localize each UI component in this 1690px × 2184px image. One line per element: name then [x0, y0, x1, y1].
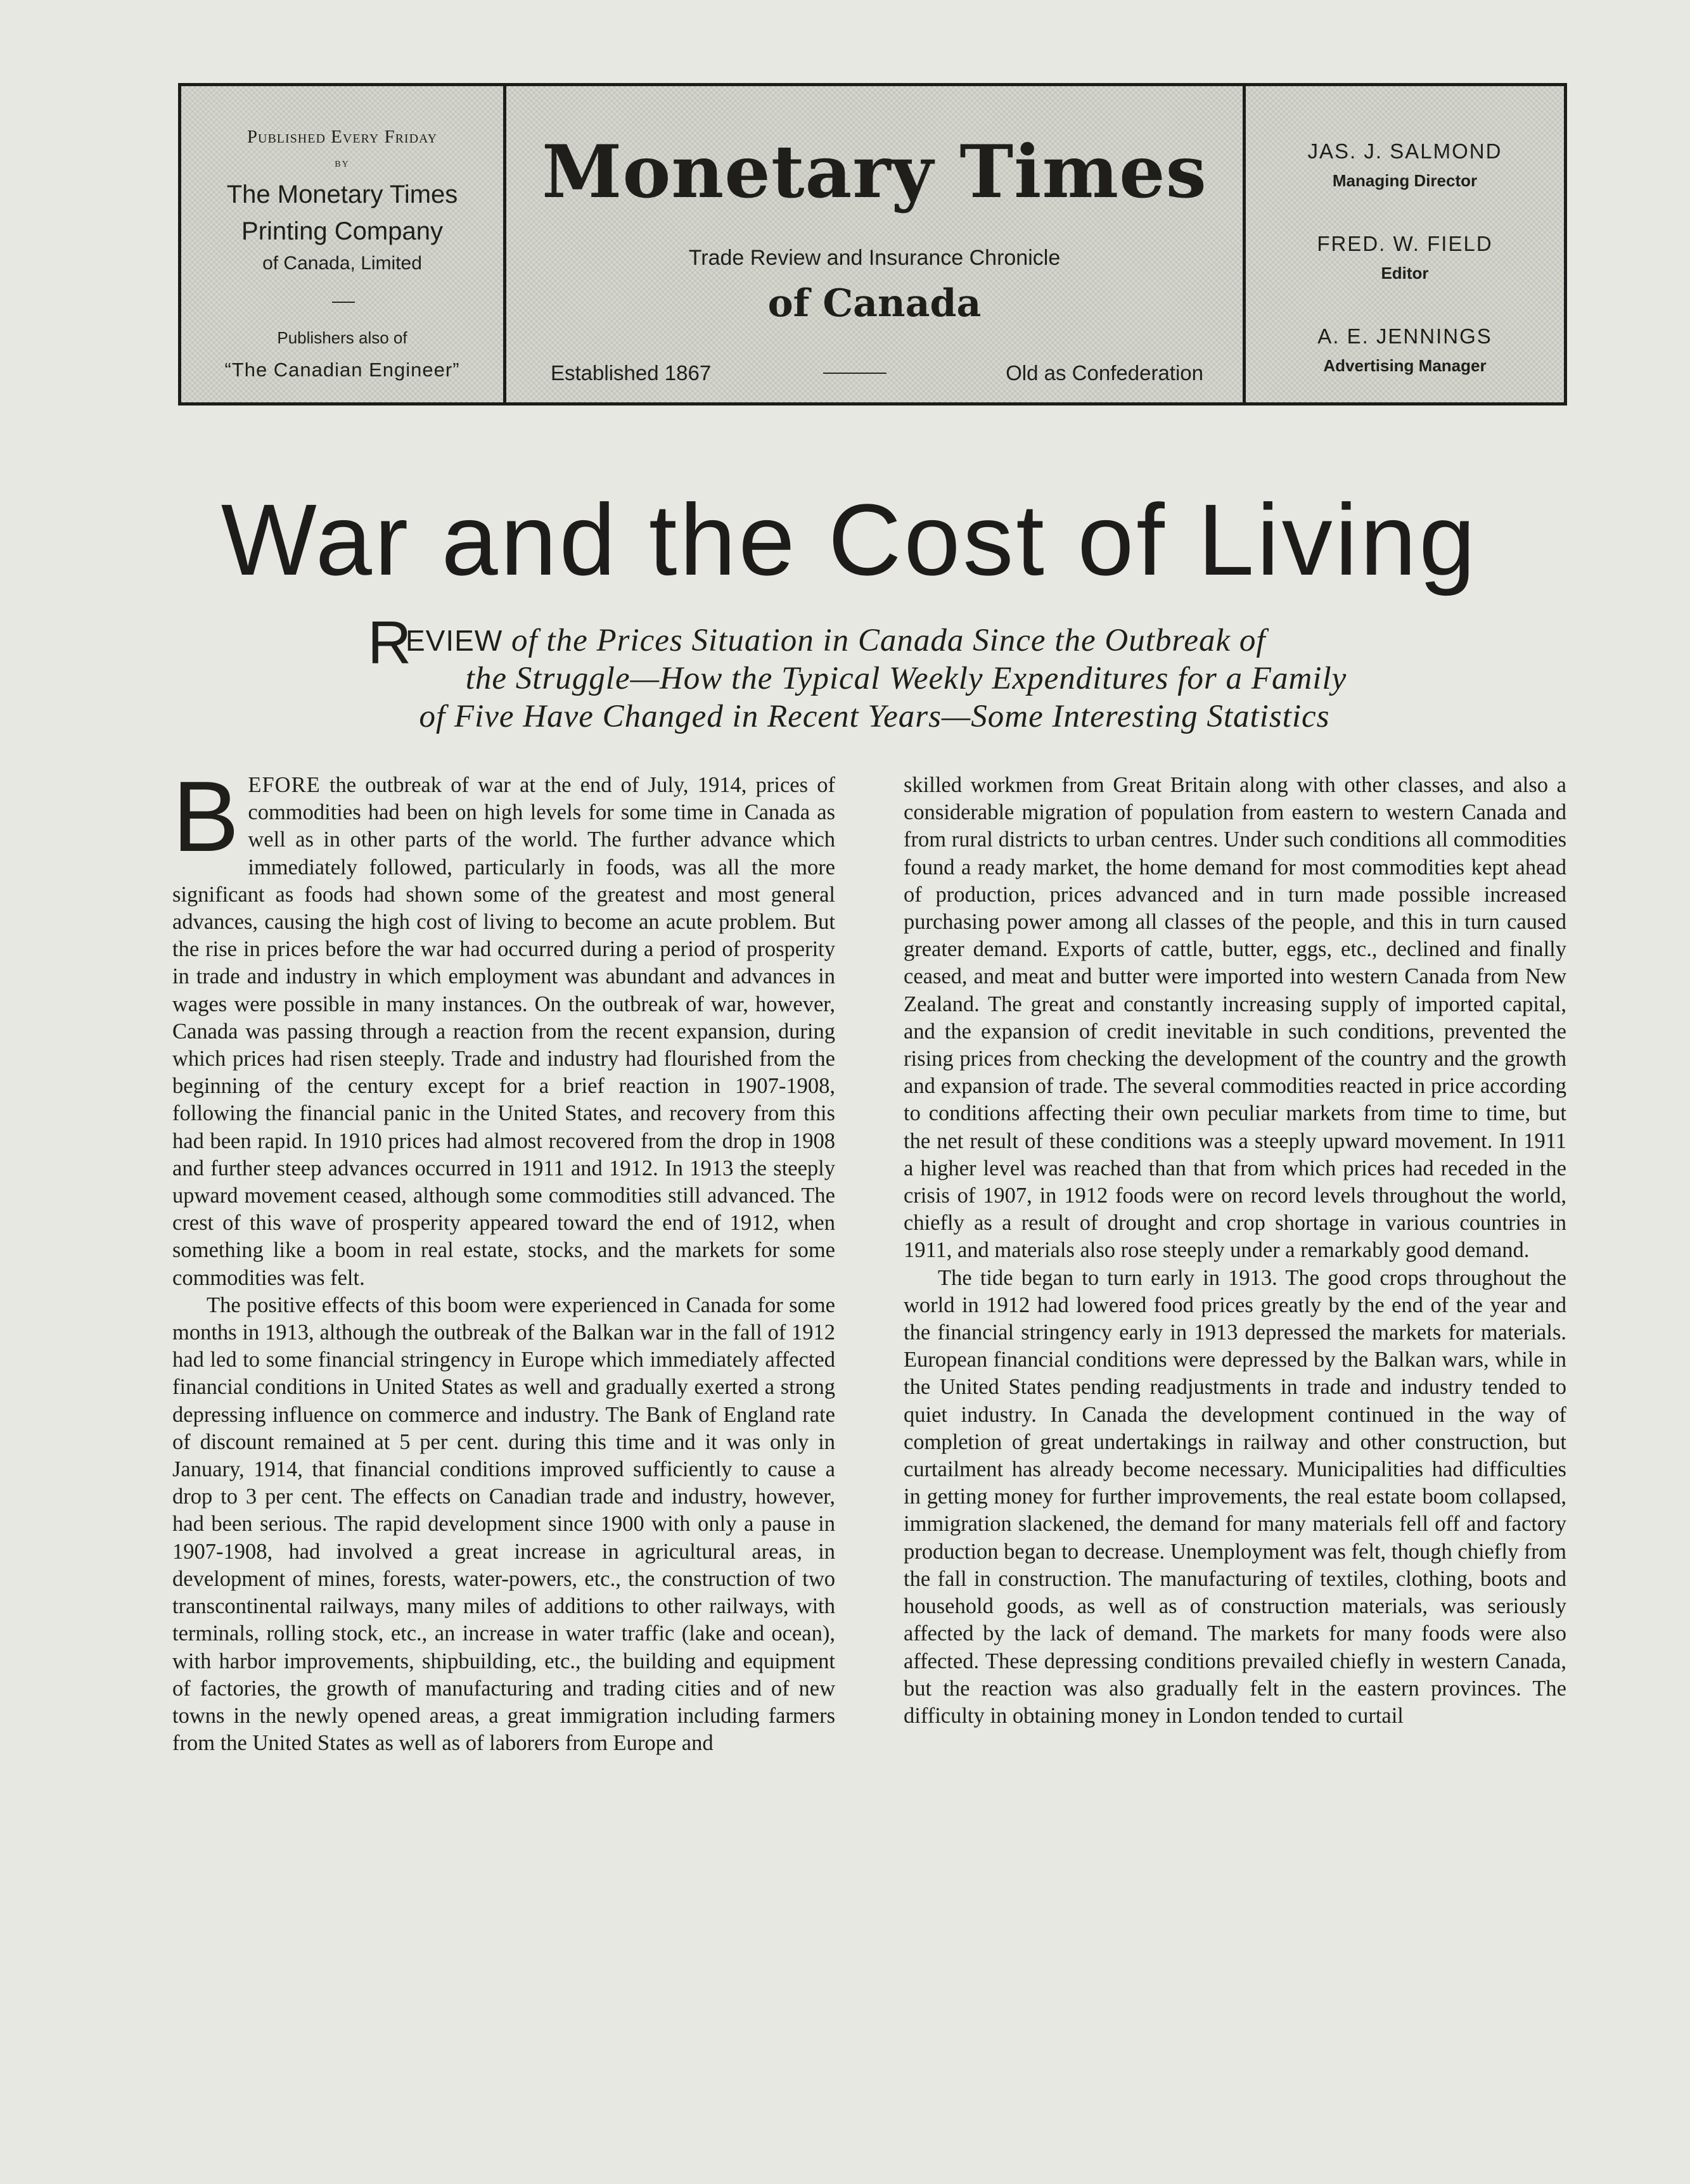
- staff-name: JAS. J. SALMOND: [1307, 139, 1502, 163]
- published-every-friday: Published Every Friday: [246, 127, 438, 147]
- divider: [823, 373, 887, 374]
- staff-name: A. E. JENNINGS: [1317, 324, 1492, 348]
- column-left: [172, 761, 835, 1757]
- column-right: [904, 772, 1566, 1730]
- staff-panel: [1246, 86, 1564, 402]
- title-panel: [506, 86, 1246, 402]
- article-title: War and the Cost of Living: [221, 483, 1478, 596]
- lead-caps: EFORE: [248, 773, 321, 797]
- masthead-subtitle: Trade Review and Insurance Chronicle: [688, 246, 1061, 270]
- staff-role: Editor: [1381, 264, 1429, 283]
- deck-line-3: of Five Have Changed in Recent Years—Some Interesting Statistics: [419, 699, 1330, 734]
- deck-line-1: [406, 622, 1407, 659]
- masthead-title: Monetary Times: [542, 129, 1207, 214]
- canadian-engineer-title: “The Canadian Engineer”: [224, 359, 460, 381]
- masthead: [178, 83, 1567, 406]
- staff-role: Advertising Manager: [1323, 356, 1487, 375]
- paragraph: skilled workmen from Great Britain along with other classes, and also a considerable migration of population from eastern to western Canada and from rural districts to urban centres. Under such conditions all commodities found a ready market, the home demand for most commodities kept ahead of production, prices advanced and in turn made possible increased purchasing power among all classes of the people, and this in turn caused greater demand. Exports of cattle, butter, eggs, etc., declined and finally ceased, and meat and butter were imported into western Canada from New Zealand. The great and constantly increasing supply of imported capital, and the expansion of credit inevitable in such conditions, prevented the rising prices from checking the development of the country and the growth and expansion of trade. The several commodities reacted in price according to conditions affecting their own peculiar markets from time to time, but the net result of these conditions was a steeply upward movement. In 1911 a higher level was reached than that from which prices had receded in the crisis of 1907, in 1912 foods were on record levels throughout the world, chiefly as a result of drought and crop shortage in various countries in 1911, and materials also rose steeply under a remarkably good demand.: [904, 773, 1566, 1263]
- established-line: Established 1867: [551, 361, 712, 385]
- deck-line-1-text: of the Prices Situation in Canada Since the Outbreak of: [511, 623, 1266, 658]
- divider: [332, 302, 355, 303]
- staff-name: FRED. W. FIELD: [1317, 232, 1493, 255]
- publishers-also-label: Publishers also of: [277, 328, 407, 347]
- publisher-panel: [181, 86, 506, 402]
- paragraph: The positive effects of this boom were experienced in Canada for some months in 1913, although the outbreak of the Balkan war in the fall of 1912 had led to some financial stringency in Europe which immediately affected financial conditions in United States as well and gradually exerted a strong depressing influence on commerce and industry. The Bank of England rate of discount remained at 5 per cent. during this time and it was only in January, 1914, that financial conditions improved sufficiently to cause a drop to 3 per cent. The effects on Canadian trade and industry, however, had been serious. The rapid development since 1900 with only a pause in 1907-1908, had involved a great increase in agricultural areas, in development of mines, forests, water-powers, etc., the construction of two transcontinental railways, many miles of additions to other railways, with terminals, rolling stock, etc., an increase in water traffic (lake and ocean), with harbor improvements, shipbuilding, etc., the building and equipment of factories, the growth of manufacturing and trading cities and of new towns in the newly opened areas, a great immigration including farmers from the United States as well as of laborers from Europe and: [172, 1293, 835, 1756]
- by-label: by: [335, 156, 350, 170]
- old-as-confederation: Old as Confederation: [1006, 361, 1203, 385]
- publisher-name: [181, 176, 503, 250]
- publisher-line-3: of Canada, Limited: [262, 253, 422, 274]
- paragraph: [172, 761, 835, 1292]
- paragraph: The tide began to turn early in 1913. The good crops throughout the world in 1912 had lowered food prices greatly by the end of the year and the financial stringency early in 1913 depressed the markets for materials. European financial conditions were depressed by the Balkan wars, while in the United States pending readjustments in trade and industry tended to quiet industry. In Canada the development continued in the way of completion of great undertakings in railway and other construction, but curtailment has already become necessary. Municipalities had difficulties in getting money for further improvements, the real estate boom collapsed, immigration slackened, the demand for many materials fell off and factory production began to decrease. Unemployment was felt, though chiefly from the fall in construction. The manufacturing of textiles, clothing, boots and household goods, as well as of construction materials, was seriously affected by the lack of demand. The markets for many foods were also affected. These depressing conditions prevailed chiefly in western Canada, but the reaction was also gradually felt in the eastern provinces. The difficulty in obtaining money in London tended to curtail: [904, 1265, 1566, 1728]
- publisher-line-1: The Monetary Times: [226, 181, 458, 208]
- paragraph-text: the outbreak of war at the end of July, 1914, prices of commodities had been on high levels for some time in Canada as well as in other parts of the world. The further advance which immediately followed, particularly in foods, was all the more significant as foods had shown some of the greatest and most general advances, causing the high cost of living to become an acute problem. But the rise in prices before the war had occurred during a period of prosperity in trade and industry in which employment was abundant and advances in wages were possible in many instances. On the outbreak of war, however, Canada was passing through a reaction from the recent expansion, during which prices had risen steeply. Trade and industry had flourished from the beginning of the century except for a brief reaction in 1907-1908, following the financial panic in the United States, and recovery from this had been rapid. In 1910 prices had almost recovered from the drop in 1908 and further steep advances occurred in 1911 and 1912. In 1913 the steeply upward movement ceased, although some commodities still advanced. The crest of this wave of prosperity appeared toward the end of 1912, when something like a boom in real estate, stocks, and the markets for some commodities was felt.: [172, 773, 835, 1290]
- deck-review-word: EVIEW: [406, 624, 503, 657]
- deck-line-2: the Struggle—How the Typical Weekly Expenditures for a Family: [465, 661, 1347, 696]
- staff-role: Managing Director: [1332, 171, 1478, 190]
- masthead-of-canada: of Canada: [767, 281, 982, 326]
- publisher-line-2: Printing Company: [241, 217, 443, 245]
- deck-drop-cap: R: [368, 609, 412, 677]
- drop-cap: B: [172, 761, 240, 872]
